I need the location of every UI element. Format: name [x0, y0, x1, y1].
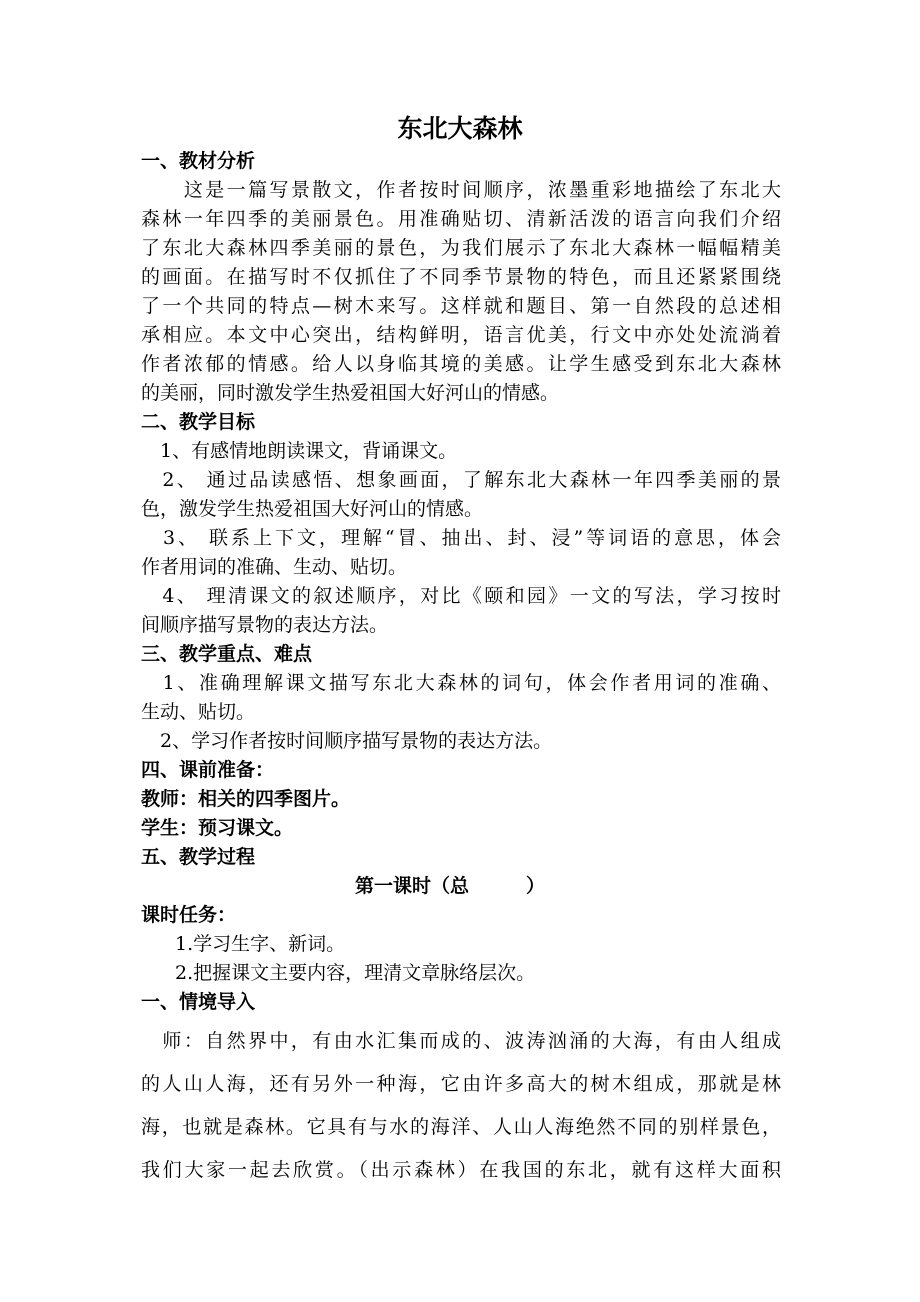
paragraph-line: 了东北大森林四季美丽的景色，为我们展示了东北大森林一幅幅精美 [141, 237, 781, 259]
section-heading-preparation: 四、课前准备： [141, 759, 275, 781]
intro-line: 师：自然界中，有由水汇集而成的、波涛汹涌的大海，有由人组成 [141, 1030, 781, 1052]
task-item: 1.学习生字、新词。 [175, 933, 346, 955]
teacher-preparation: 教师：相关的四季图片。 [141, 788, 351, 810]
paragraph-line: 的画面。在描写时不仅抓住了不同季节景物的特色，而且还紧紧围绕 [141, 266, 781, 288]
section-heading-key-points: 三、教学重点、难点 [141, 643, 313, 665]
intro-line: 的人山人海，还有另外一种海，它由许多高大的树木组成，那就是林 [141, 1073, 781, 1095]
paragraph-line: 了一个共同的特点—树木来写。这样就和题目、第一自然段的总述相 [141, 295, 781, 317]
paragraph-line: 森林一年四季的美丽景色。用准确贴切、清新活泼的语言向我们介绍 [141, 208, 781, 230]
intro-line: 我们大家一起去欣赏。（出示森林）在我国的东北，就有这样大面积 [141, 1159, 781, 1181]
sub-heading-intro: 一、情境导入 [141, 991, 256, 1013]
paragraph-line: 作者浓郁的情感。给人以身临其境的美感。让学生感受到东北大森林 [141, 353, 781, 375]
goal-line: 1、有感情地朗读课文，背诵课文。 [141, 440, 458, 462]
key-point-line: 1、准确理解课文描写东北大森林的词句，体会作者用词的准确、 [141, 672, 781, 694]
section-heading-analysis: 一、教材分析 [141, 150, 256, 172]
section-heading-process: 五、教学过程 [141, 846, 256, 868]
lesson-heading: 第一课时（总 ） [355, 875, 546, 897]
paragraph-line: 的美丽，同时激发学生热爱祖国大好河山的情感。 [141, 382, 560, 404]
task-heading: 课时任务： [141, 904, 237, 926]
student-preparation: 学生：预习课文。 [141, 817, 294, 839]
goal-line: 4、 理清课文的叙述顺序，对比《颐和园》一文的写法，学习按时 [141, 585, 781, 607]
section-heading-goals: 二、教学目标 [141, 411, 256, 433]
intro-line: 海，也就是森林。它具有与水的海洋、人山人海绝然不同的别样景色， [141, 1116, 781, 1138]
paragraph-line: 这是一篇写景散文，作者按时间顺序，浓墨重彩地描绘了东北大 [141, 179, 781, 201]
goal-line: 间顺序描写景物的表达方法。 [141, 614, 389, 636]
goal-line: 作者用词的准确、生动、贴切。 [141, 556, 408, 578]
key-point-line: 生动、贴切。 [141, 701, 256, 723]
goal-line: 3、 联系上下文，理解“冒、抽出、封、浸”等词语的意思，体会 [141, 527, 781, 549]
goal-line: 色，激发学生热爱祖国大好河山的情感。 [141, 498, 484, 520]
key-point-line: 2、学习作者按时间顺序描写景物的表达方法。 [141, 730, 553, 752]
document-title: 东北大森林 [397, 114, 523, 143]
task-item: 2.把握课文主要内容，理清文章脉络层次。 [175, 962, 536, 984]
paragraph-line: 承相应。本文中心突出，结构鲜明，语言优美，行文中亦处处流淌着 [141, 324, 781, 346]
goal-line: 2、 通过品读感悟、想象画面，了解东北大森林一年四季美丽的景 [141, 469, 781, 491]
